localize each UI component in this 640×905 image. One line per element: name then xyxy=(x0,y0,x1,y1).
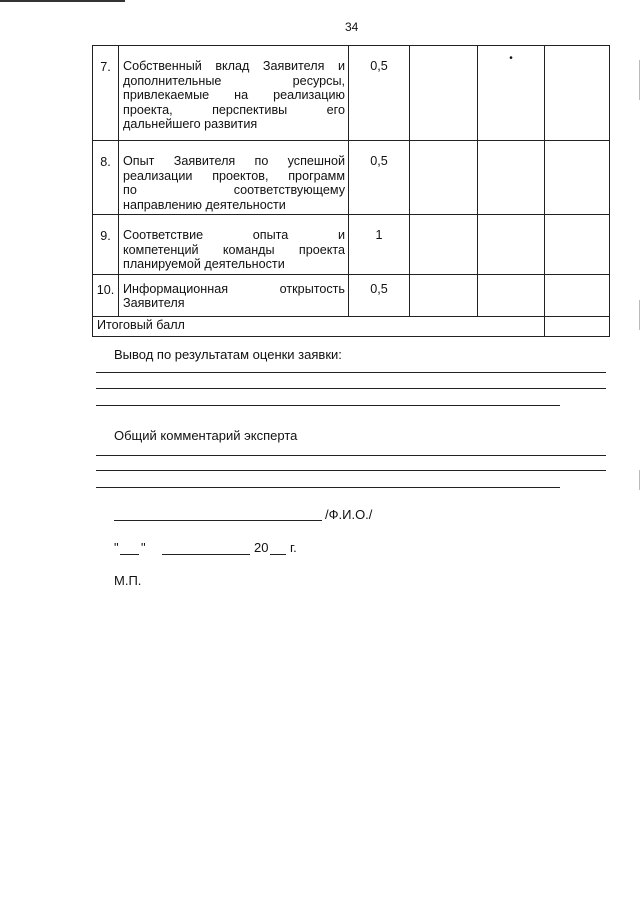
signature-line xyxy=(114,520,322,521)
top-edge-rule xyxy=(0,0,125,2)
criterion-text: Собственный вклад Заявителя и дополнительные ресурсы, привлекаемые на реализацию проекта, перспективы его дальнейшего развития xyxy=(119,46,349,141)
score-cell xyxy=(478,215,545,275)
date-month-line xyxy=(162,554,250,555)
score-cell xyxy=(545,46,610,141)
date-year-line xyxy=(270,554,286,555)
table-row xyxy=(93,141,610,215)
page-number: 34 xyxy=(345,20,359,34)
criterion-weight: 0,5 xyxy=(349,141,410,215)
criterion-weight: 1 xyxy=(349,215,410,275)
stamp-label: М.П. xyxy=(114,573,142,588)
criterion-text: Соответствие опыта и компетенций команды проекта планируемой деятельности xyxy=(119,215,349,275)
comment-label: Общий комментарий эксперта xyxy=(114,428,298,443)
date-close-quote: " xyxy=(141,540,146,555)
signature-label: /Ф.И.О./ xyxy=(325,507,373,522)
total-label: Итоговый балл xyxy=(93,316,545,336)
date-year-prefix: 20 xyxy=(254,540,269,555)
comment-line xyxy=(96,487,560,488)
criterion-text: Информационная открытость Заявителя xyxy=(119,274,349,316)
date-open-quote: " xyxy=(114,540,119,555)
table-row xyxy=(93,46,610,141)
score-cell xyxy=(410,46,478,141)
date-day-line xyxy=(120,554,139,555)
total-row xyxy=(93,316,610,336)
criterion-text: Опыт Заявителя по успешной реализации проектов, программ по соответствующему направлению деятельности xyxy=(119,141,349,215)
date-year-suffix: г. xyxy=(290,540,297,555)
conclusion-line xyxy=(96,405,560,406)
table-row xyxy=(93,274,610,316)
comment-line xyxy=(96,470,606,471)
conclusion-line xyxy=(96,388,606,389)
comment-line xyxy=(96,455,606,456)
criterion-weight: 0,5 xyxy=(349,274,410,316)
score-cell xyxy=(410,215,478,275)
row-number: 10. xyxy=(93,274,119,316)
table-row xyxy=(93,215,610,275)
row-number: 7. xyxy=(93,46,119,141)
score-cell xyxy=(545,274,610,316)
score-cell xyxy=(410,274,478,316)
criteria-table xyxy=(92,45,610,337)
score-cell xyxy=(478,141,545,215)
row-number: 9. xyxy=(93,215,119,275)
score-cell xyxy=(478,274,545,316)
score-cell xyxy=(478,46,545,141)
score-cell xyxy=(410,141,478,215)
stray-mark: • xyxy=(509,53,513,64)
row-number: 8. xyxy=(93,141,119,215)
conclusion-line xyxy=(96,372,606,373)
total-score-cell xyxy=(545,316,610,336)
score-cell xyxy=(545,215,610,275)
conclusion-label: Вывод по результатам оценки заявки: xyxy=(114,347,342,362)
criterion-weight: 0,5 xyxy=(349,46,410,141)
score-cell xyxy=(545,141,610,215)
